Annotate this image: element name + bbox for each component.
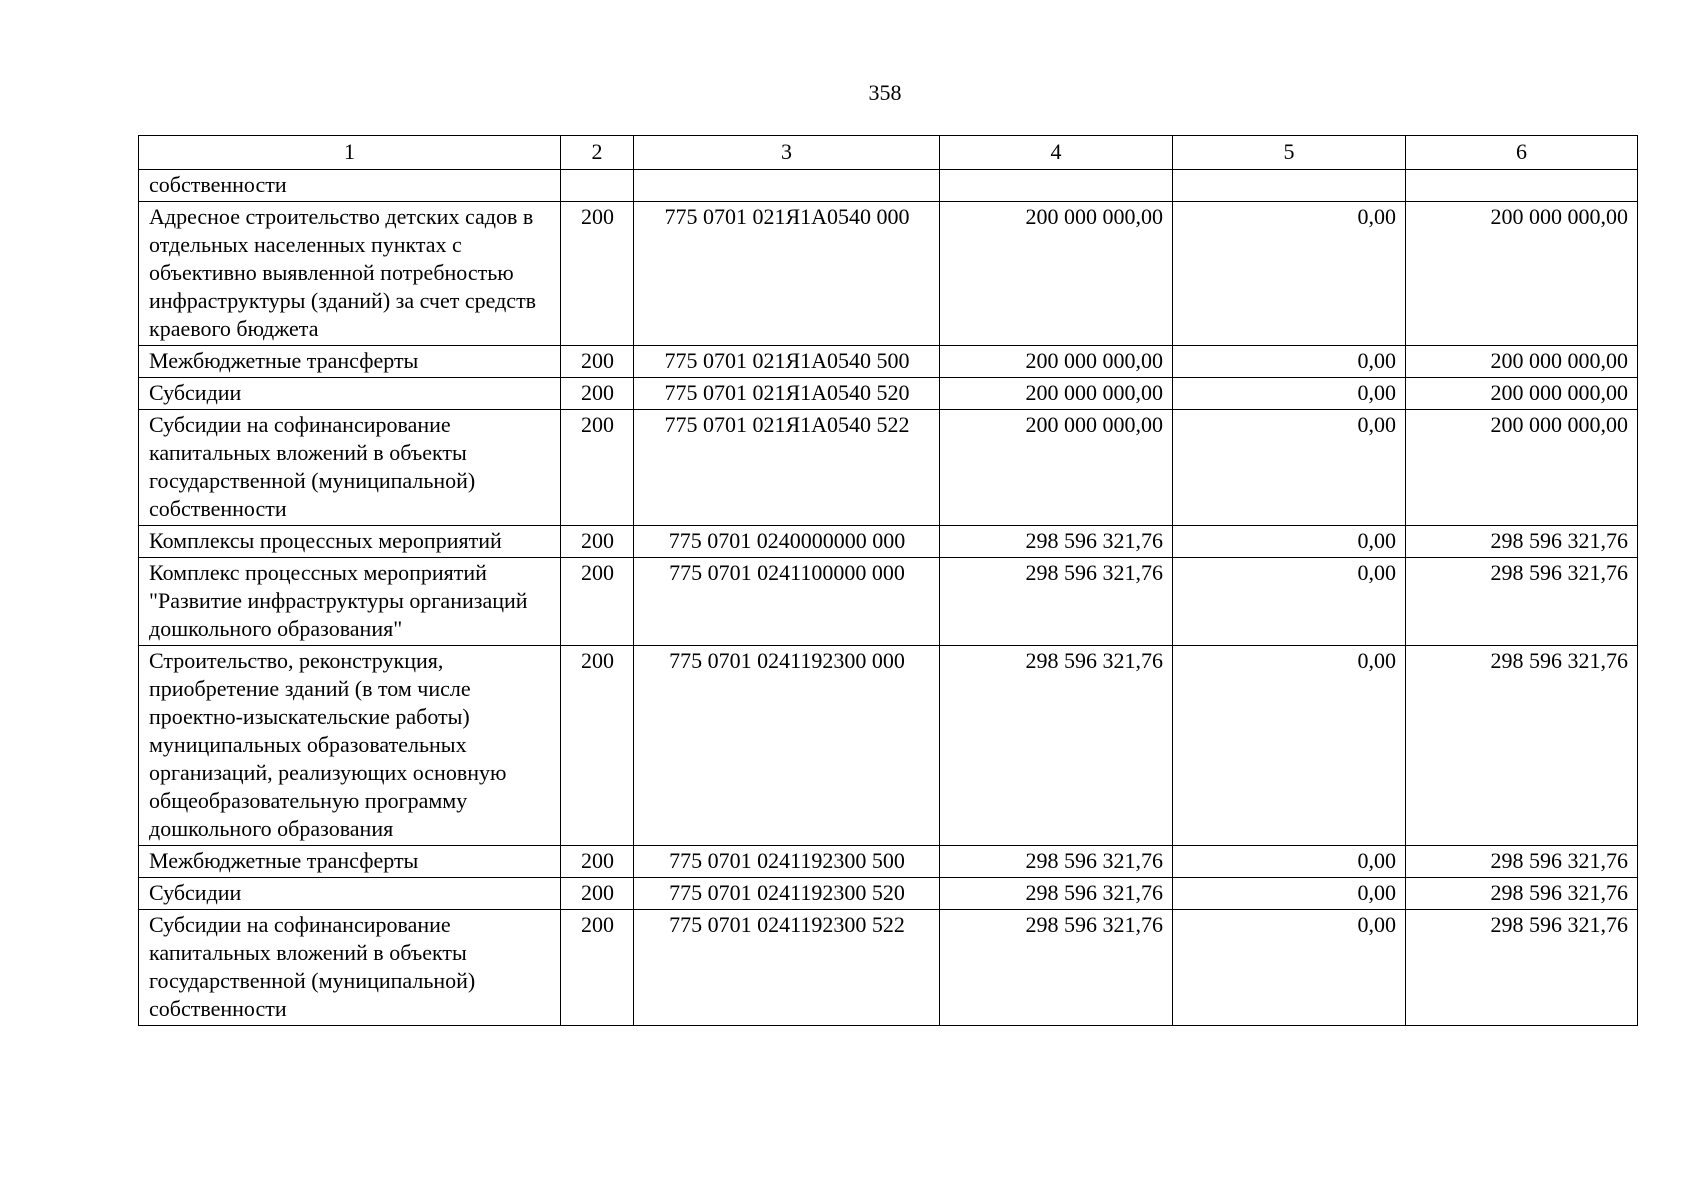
- row-change: 0,00: [1173, 346, 1406, 378]
- row-name: Комплекс процессных мероприятий "Развитие инфраструктуры организаций дошкольного образования": [139, 558, 561, 646]
- row-change: 0,00: [1173, 410, 1406, 526]
- table-row: [139, 410, 1638, 526]
- row-change: 0,00: [1173, 558, 1406, 646]
- row-total: 298 596 321,76: [1406, 646, 1638, 846]
- row-amount: 298 596 321,76: [940, 558, 1173, 646]
- column-header-3: 3: [634, 136, 940, 170]
- row-name: Субсидии на софинансирование капитальных вложений в объекты государственной (муниципальной) собственности: [139, 910, 561, 1026]
- row-total: 200 000 000,00: [1406, 410, 1638, 526]
- row-total: 298 596 321,76: [1406, 526, 1638, 558]
- row-classification-code: 775 0701 021Я1А0540 520: [634, 378, 940, 410]
- row-admin-code: 200: [561, 846, 634, 878]
- row-amount: 298 596 321,76: [940, 846, 1173, 878]
- column-header-6: 6: [1406, 136, 1638, 170]
- row-total: 298 596 321,76: [1406, 910, 1638, 1026]
- table-row: [139, 378, 1638, 410]
- row-amount: 298 596 321,76: [940, 646, 1173, 846]
- table-row: [139, 170, 1638, 202]
- row-total: 298 596 321,76: [1406, 878, 1638, 910]
- row-classification-code: 775 0701 0241192300 500: [634, 846, 940, 878]
- row-total: 200 000 000,00: [1406, 202, 1638, 346]
- row-amount: 200 000 000,00: [940, 410, 1173, 526]
- column-header-5: 5: [1173, 136, 1406, 170]
- row-admin-code: 200: [561, 910, 634, 1026]
- row-amount: [940, 170, 1173, 202]
- row-classification-code: 775 0701 021Я1А0540 522: [634, 410, 940, 526]
- row-admin-code: 200: [561, 410, 634, 526]
- row-name: Строительство, реконструкция, приобретение зданий (в том числе проектно-изыскательские работы) муниципальных образовательных организаций, реализующих основную общеобразовательную программу дошкольного образования: [139, 646, 561, 846]
- row-amount: 298 596 321,76: [940, 526, 1173, 558]
- row-total: 200 000 000,00: [1406, 378, 1638, 410]
- table-row: [139, 910, 1638, 1026]
- row-admin-code: 200: [561, 558, 634, 646]
- row-change: 0,00: [1173, 646, 1406, 846]
- row-name: Субсидии: [139, 378, 561, 410]
- column-header-4: 4: [940, 136, 1173, 170]
- row-change: 0,00: [1173, 378, 1406, 410]
- row-total: 200 000 000,00: [1406, 346, 1638, 378]
- row-classification-code: [634, 170, 940, 202]
- row-total: [1406, 170, 1638, 202]
- row-total: 298 596 321,76: [1406, 558, 1638, 646]
- row-classification-code: 775 0701 021Я1А0540 000: [634, 202, 940, 346]
- column-header-1: 1: [139, 136, 561, 170]
- table-row: [139, 526, 1638, 558]
- row-name: Комплексы процессных мероприятий: [139, 526, 561, 558]
- table-row: [139, 646, 1638, 846]
- row-name: Адресное строительство детских садов в отдельных населенных пунктах с объективно выявленной потребностью инфраструктуры (зданий) за счет средств краевого бюджета: [139, 202, 561, 346]
- row-amount: 298 596 321,76: [940, 910, 1173, 1026]
- table-header: [139, 136, 1638, 170]
- row-admin-code: [561, 170, 634, 202]
- row-amount: 200 000 000,00: [940, 202, 1173, 346]
- row-admin-code: 200: [561, 202, 634, 346]
- budget-table: [138, 135, 1638, 1026]
- row-name: Субсидии: [139, 878, 561, 910]
- column-header-2: 2: [561, 136, 634, 170]
- row-change: 0,00: [1173, 910, 1406, 1026]
- row-amount: 200 000 000,00: [940, 346, 1173, 378]
- row-classification-code: 775 0701 021Я1А0540 500: [634, 346, 940, 378]
- row-total: 298 596 321,76: [1406, 846, 1638, 878]
- table-row: [139, 878, 1638, 910]
- row-change: [1173, 170, 1406, 202]
- row-admin-code: 200: [561, 346, 634, 378]
- table-body: [139, 170, 1638, 1026]
- row-admin-code: 200: [561, 878, 634, 910]
- table-row: [139, 558, 1638, 646]
- row-classification-code: 775 0701 0241192300 520: [634, 878, 940, 910]
- row-classification-code: 775 0701 0241100000 000: [634, 558, 940, 646]
- row-admin-code: 200: [561, 646, 634, 846]
- row-name: собственности: [139, 170, 561, 202]
- row-change: 0,00: [1173, 526, 1406, 558]
- table-row: [139, 846, 1638, 878]
- row-change: 0,00: [1173, 202, 1406, 346]
- row-amount: 298 596 321,76: [940, 878, 1173, 910]
- row-change: 0,00: [1173, 846, 1406, 878]
- row-admin-code: 200: [561, 378, 634, 410]
- row-amount: 200 000 000,00: [940, 378, 1173, 410]
- row-classification-code: 775 0701 0241192300 522: [634, 910, 940, 1026]
- page-number: 358: [868, 80, 902, 105]
- row-name: Межбюджетные трансферты: [139, 346, 561, 378]
- row-classification-code: 775 0701 0241192300 000: [634, 646, 940, 846]
- table-row: [139, 202, 1638, 346]
- row-admin-code: 200: [561, 526, 634, 558]
- row-change: 0,00: [1173, 878, 1406, 910]
- header-row: [139, 136, 1638, 170]
- row-name: Субсидии на софинансирование капитальных вложений в объекты государственной (муниципальной) собственности: [139, 410, 561, 526]
- table-row: [139, 346, 1638, 378]
- row-name: Межбюджетные трансферты: [139, 846, 561, 878]
- row-classification-code: 775 0701 0240000000 000: [634, 526, 940, 558]
